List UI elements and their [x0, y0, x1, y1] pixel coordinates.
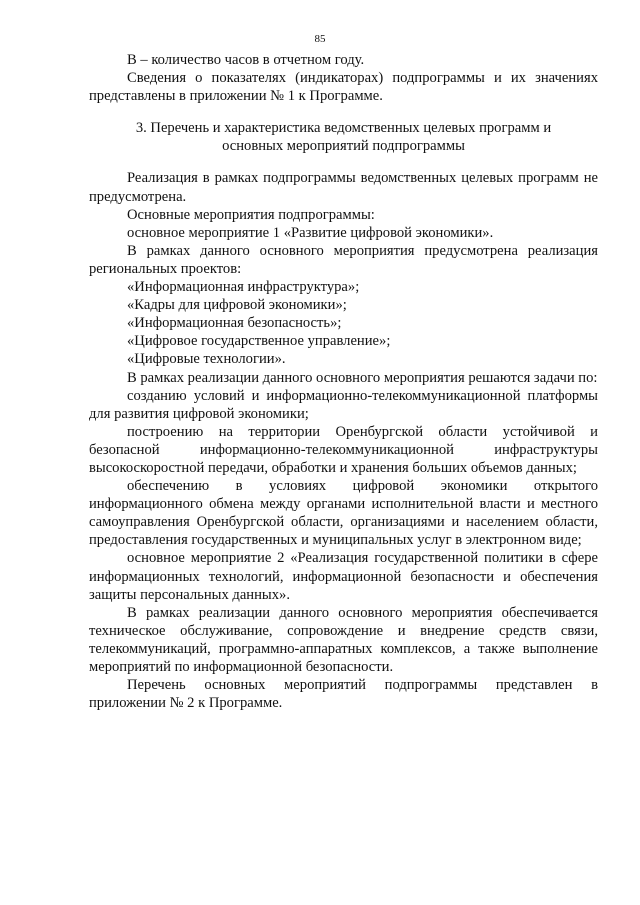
section-heading-line: 3. Перечень и характеристика ведомственных целевых программ и [135, 120, 552, 137]
paragraph: Реализация в рамках подпрограммы ведомственных целевых программ не предусмотрена. [89, 170, 598, 205]
section-heading-line: основных мероприятий подпрограммы [222, 138, 465, 155]
list-item: «Кадры для цифровой экономики»; [127, 297, 347, 314]
section-heading [89, 119, 598, 155]
list-item: обеспечению в условиях цифровой экономики открытого информационного обмена между органами исполнительной власти и местного самоуправления Оренбургской области, организациями и населением области, предоставления государственных и муниципальных услуг в электронном виде; [89, 478, 598, 549]
paragraph: Сведения о показателях (индикаторах) подпрограммы и их значениях представлены в приложении № 1 к Программе. [89, 70, 598, 105]
paragraph: Перечень основных мероприятий подпрограммы представлен в приложении № 2 к Программе. [89, 677, 598, 712]
list-item: созданию условий и информационно-телекоммуникационной платформы для развития цифровой экономики; [89, 387, 598, 422]
list-item: «Цифровые технологии». [127, 351, 286, 368]
list-item: «Информационная безопасность»; [127, 315, 342, 332]
paragraph: В – количество часов в отчетном году. [127, 52, 365, 68]
paragraph: В рамках реализации данного основного мероприятия решаются задачи по: [127, 369, 598, 386]
list-item: построению на территории Оренбургской области устойчивой и безопасной информационно-телекоммуникационной инфраструктуры высокоскоростной передачи, обработки и хранения больших объемов данных; [89, 423, 598, 476]
document-body [89, 51, 598, 712]
paragraph: основное мероприятие 2 «Реализация государственной политики в сфере информационных технологий, информационной безопасности и обеспечения защиты персональных данных». [89, 550, 598, 603]
list-item: «Цифровое государственное управление»; [127, 333, 391, 350]
page-number: 85 [314, 33, 326, 45]
paragraph: В рамках реализации данного основного мероприятия обеспечивается техническое обслуживание, сопровождение и внедрение средств связи, телекоммуникаций, программно-аппаратных комплексов, а также выполнение мероприятий по информационной безопасности. [89, 604, 598, 675]
paragraph: В рамках данного основного мероприятия предусмотрена реализация региональных проектов: [89, 242, 598, 277]
paragraph: основное мероприятие 1 «Развитие цифровой экономики». [127, 224, 494, 241]
list-item: «Информационная инфраструктура»; [127, 279, 360, 296]
paragraph: Основные мероприятия подпрограммы: [127, 206, 375, 223]
